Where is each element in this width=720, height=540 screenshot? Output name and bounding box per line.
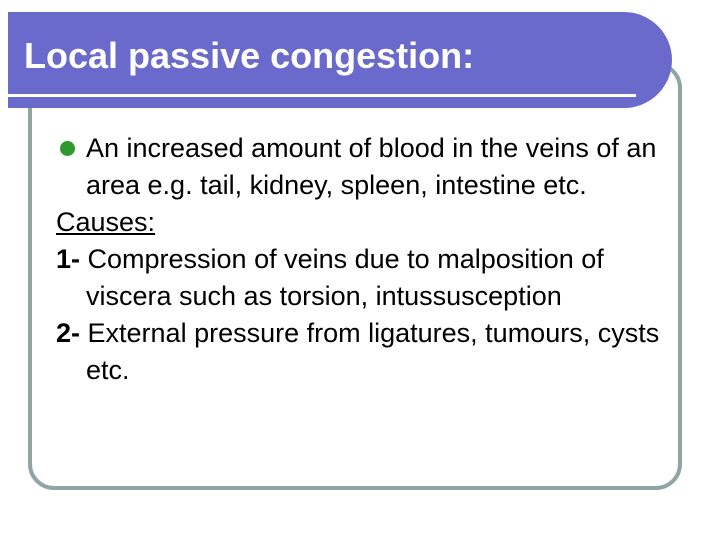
cause-text: External pressure from ligatures, tumours, cysts etc. <box>80 318 660 385</box>
cause-number: 1- <box>56 244 81 274</box>
cause-number: 2- <box>56 318 81 348</box>
cause-item-2 <box>56 315 666 389</box>
cause-text: Compression of veins due to malposition of viscera such as torsion, intussusception <box>80 244 604 311</box>
cause-item-1 <box>56 241 666 315</box>
causes-heading: Causes: <box>56 207 156 237</box>
slide-body <box>56 130 666 389</box>
bullet-dot-icon <box>60 141 75 156</box>
bullet-text: An increased amount of blood in the veins of an area e.g. tail, kidney, spleen, intestine etc. <box>86 133 657 200</box>
slide-title: Local passive congestion: <box>24 35 475 76</box>
title-underline <box>8 94 636 97</box>
bullet-item <box>56 130 666 204</box>
